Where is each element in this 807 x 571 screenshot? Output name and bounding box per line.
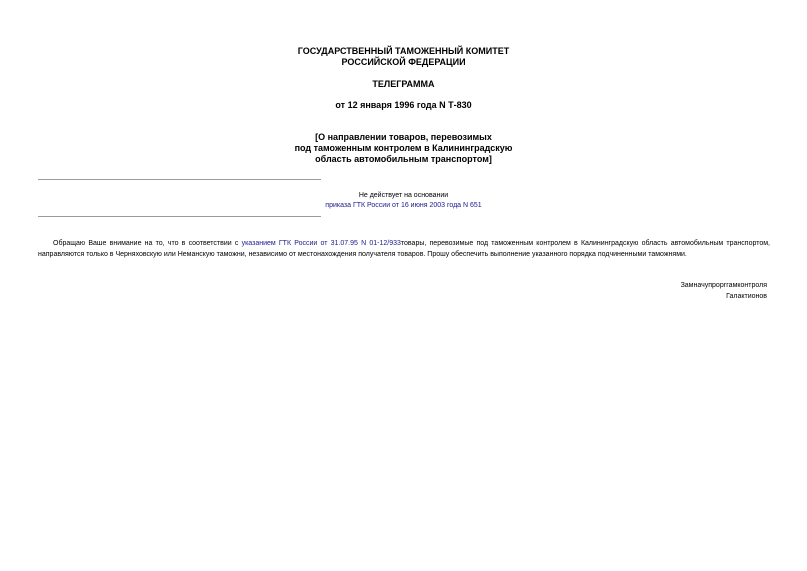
- body-text-after: товары, перевозимые под таможенным контролем в Калининградскую область автомобильным транспортом, направляются только в Черняховскую или Неманскую таможни, независимо от местонахождения получателя товаров. Прошу обеспечить выполнение указанного порядка подчиненными таможнями.: [38, 240, 770, 258]
- divider-bottom: [38, 216, 321, 217]
- instruction-link[interactable]: указанием ГТК России от 31.07.95 N 01-12/933: [241, 240, 401, 247]
- document-date: от 12 января 1996 года N Т-830: [335, 100, 472, 110]
- body-text-before: Обращаю Ваше внимание на то, что в соответствии с: [53, 240, 242, 247]
- divider-top: [38, 179, 321, 180]
- org-name-line2: РОССИЙСКОЙ ФЕДЕРАЦИИ: [341, 57, 466, 67]
- signature-name: Галактионов: [726, 293, 767, 300]
- document-title-line2: под таможенным контролем в Калининградскую: [294, 143, 513, 153]
- document-type: ТЕЛЕГРАММА: [372, 79, 435, 89]
- document-title-line3: область автомобильным транспортом]: [315, 154, 492, 164]
- document-title-line1: [О направлении товаров, перевозимых: [315, 132, 492, 142]
- status-note: Не действует на основании: [358, 192, 449, 199]
- body-paragraph: [38, 238, 770, 260]
- status-link-row: [0, 201, 807, 211]
- org-name-line1: ГОСУДАРСТВЕННЫЙ ТАМОЖЕННЫЙ КОМИТЕТ: [297, 46, 510, 56]
- repeal-order-link[interactable]: приказа ГТК России от 16 июня 2003 года N 651: [325, 202, 482, 209]
- signature-position: Замначупрорггамконтроля: [680, 282, 767, 289]
